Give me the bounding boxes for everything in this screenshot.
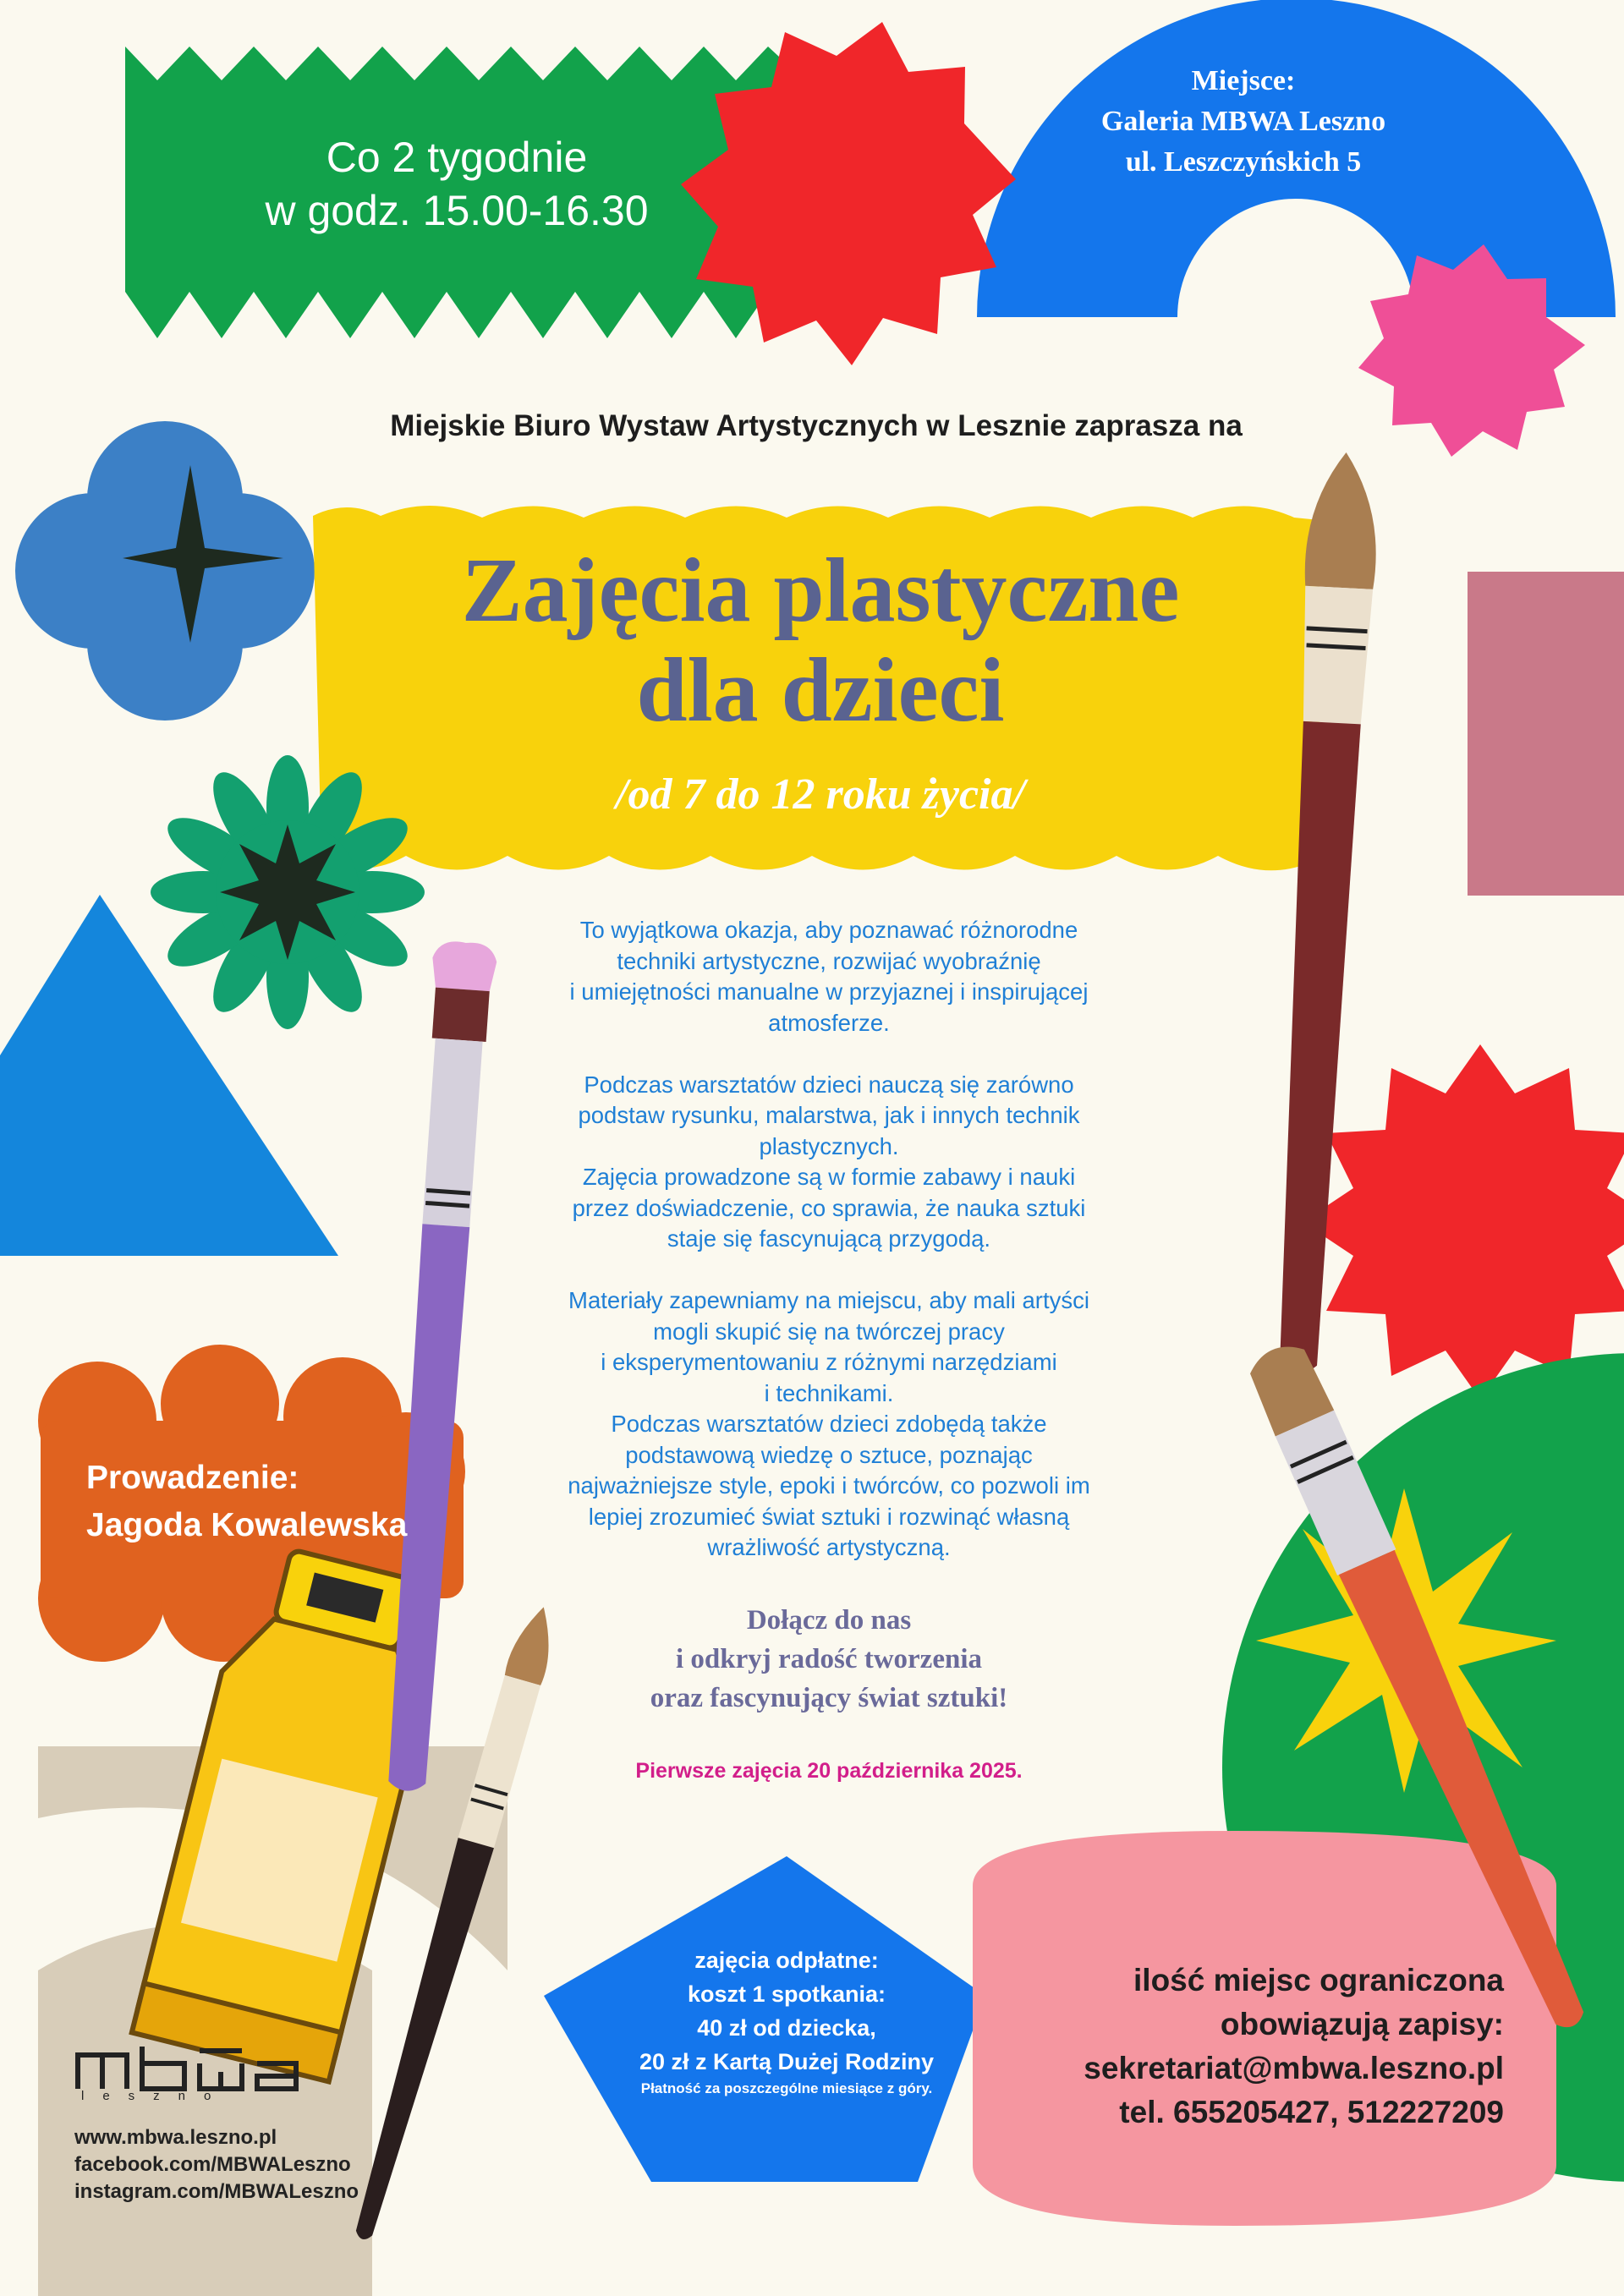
place-venue: Galeria MBWA Leszno	[1100, 106, 1386, 137]
schedule-text	[127, 131, 787, 238]
page-subtitle: /od 7 do 12 roku życia/	[616, 770, 1025, 819]
schedule-line-2: w godz. 15.00-16.30	[265, 187, 649, 234]
first-class-date: Pierwsze zajęcia 20 października 2025.	[635, 1759, 1023, 1783]
contact-email[interactable]: sekretariat@mbwa.leszno.pl	[1084, 2051, 1504, 2085]
price-line-2: koszt 1 spotkania:	[687, 1981, 886, 2007]
contact-text	[973, 1959, 1504, 2134]
join-line-1: Dołącz do nas	[746, 1605, 912, 1636]
links-list	[74, 2124, 430, 2206]
intro-text: Miejskie Biuro Wystaw Artystycznych w Lesznie zaprasza na	[390, 409, 1243, 442]
contact-line-1: ilość miejsc ograniczona	[1133, 1963, 1504, 1997]
title-line-1: Zajęcia plastyczne	[461, 540, 1180, 641]
schedule-line-1: Co 2 tygodnie	[326, 134, 588, 181]
join-line-3: oraz fascynujący świat sztuki!	[650, 1683, 1008, 1713]
facebook-link[interactable]: facebook.com/MBWALeszno	[74, 2153, 351, 2176]
leader-name: Jagoda Kowalewska	[86, 1507, 408, 1543]
leader-text	[86, 1455, 475, 1549]
instagram-link[interactable]: instagram.com/MBWALeszno	[74, 2180, 359, 2203]
place-text	[1032, 61, 1455, 183]
description-paragraph-3: Materiały zapewniamy na miejscu, aby mali artyści mogli skupić się na twórczej pracy i eksperymentowaniu z różnymi narzędziami i technikami. Podczas warsztatów dzieci zdobędą także podstawową wiedzę o sztuce, poznając najważniejsze style, epoki i twórców, co pozwoli im lepiej zrozumieć świat sztuki i rozwinąć własną wrażliwość artystyczną.	[568, 1287, 1090, 1560]
place-address: ul. Leszczyńskich 5	[1125, 146, 1362, 178]
place-label: Miejsce:	[1191, 65, 1296, 96]
quatrefoil-shape	[15, 421, 315, 721]
join-text	[508, 1601, 1150, 1718]
join-line-2: i odkryj radość tworzenia	[675, 1644, 983, 1674]
price-line-1: zajęcia odpłatne:	[694, 1948, 879, 1973]
logo-subtitle: leszno	[81, 2089, 230, 2103]
contact-line-2: obowiązują zapisy:	[1220, 2007, 1504, 2041]
price-note: Płatność za poszczególne miesiące z góry.	[640, 2080, 933, 2096]
website-link[interactable]: www.mbwa.leszno.pl	[74, 2126, 277, 2149]
red-starburst-shape	[1303, 1044, 1624, 1400]
description-paragraph-1: To wyjątkowa okazja, aby poznawać różnorodne techniki artystyczne, rozwijać wyobraźnię i umiejętności manualne w przyjaznej i inspirującej atmosferze.	[569, 917, 1089, 1036]
description-text	[512, 915, 1146, 1564]
price-text	[584, 1943, 990, 2099]
price-line-3: 40 zł od dziecka,	[697, 2015, 876, 2041]
title-line-2: dla dzieci	[636, 640, 1005, 741]
leader-label: Prowadzenie:	[86, 1460, 299, 1496]
mauve-rectangle	[1468, 572, 1624, 896]
page-title	[313, 541, 1328, 741]
description-paragraph-2: Podczas warsztatów dzieci nauczą się zarówno podstaw rysunku, malarstwa, jak i innych technik plastycznych. Zajęcia prowadzone są w formie zabawy i nauki przez doświadczenie, co sprawia, że nauka sztuki staje się fascynującą przygodą.	[572, 1071, 1086, 1252]
contact-phone[interactable]: tel. 655205427, 512227209	[1119, 2095, 1504, 2129]
price-line-4: 20 zł z Kartą Dużej Rodziny	[639, 2049, 935, 2074]
